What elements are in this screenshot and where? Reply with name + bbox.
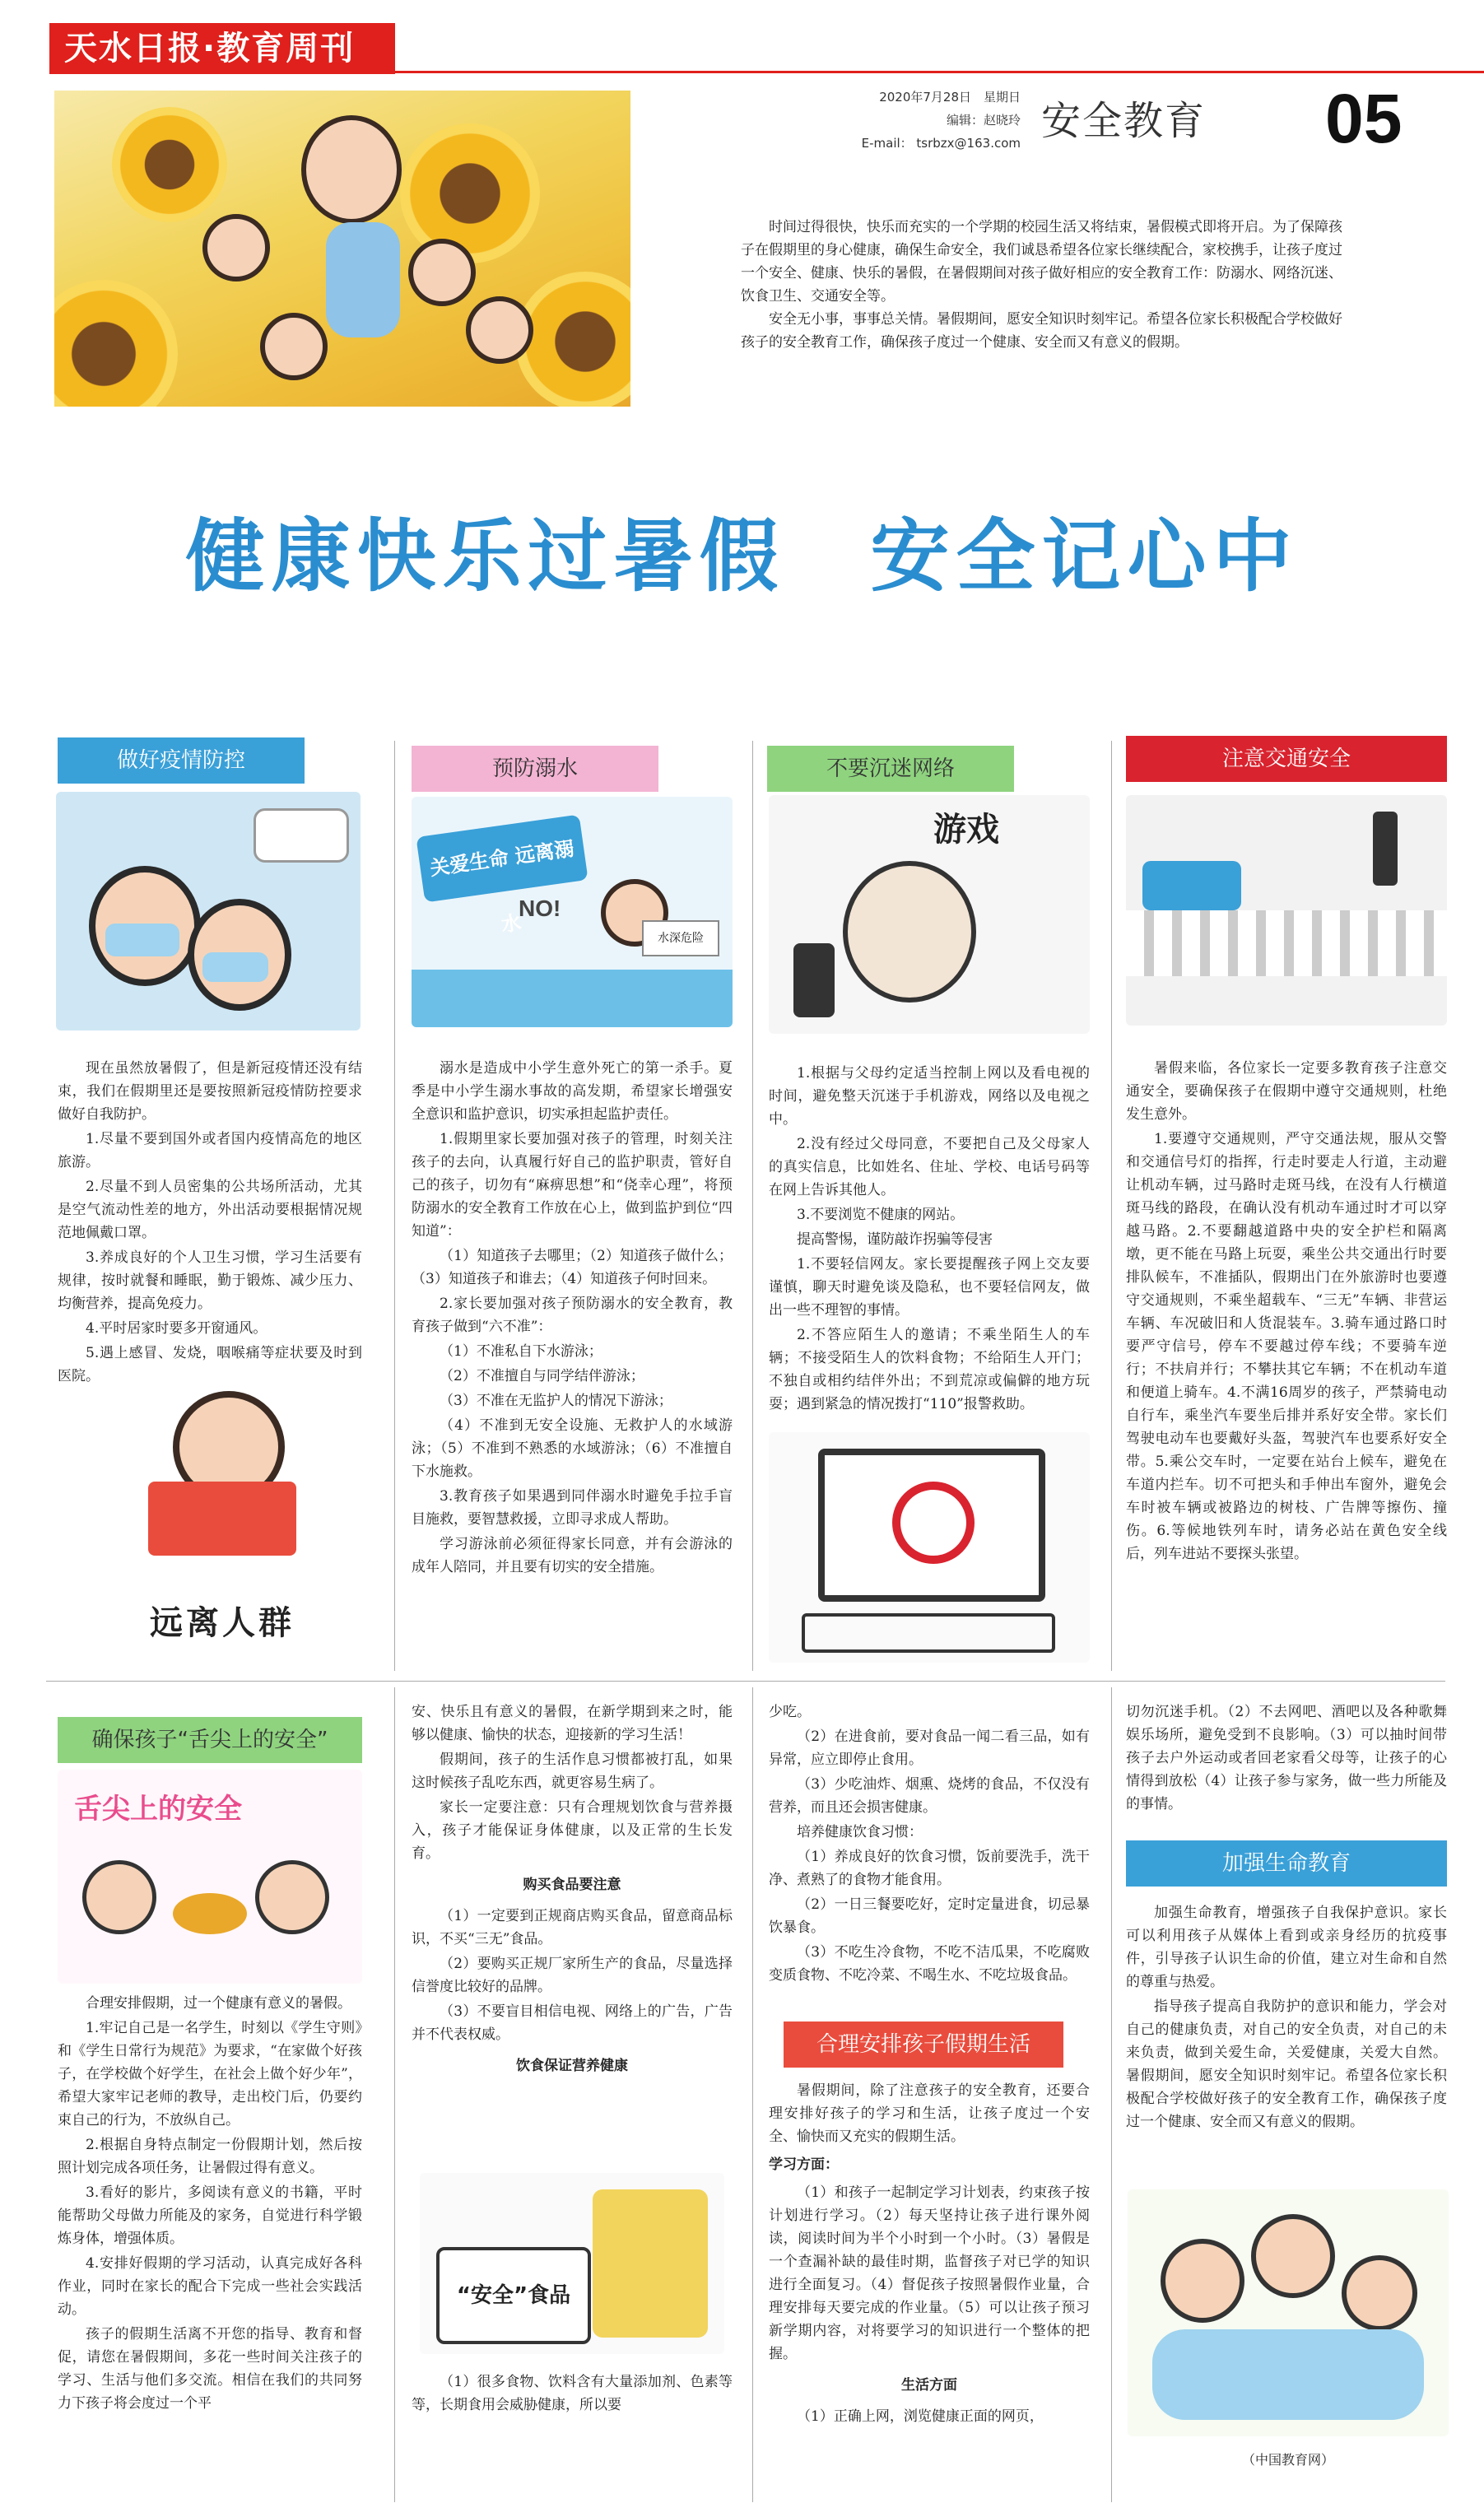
paragraph: 家长一定要注意：只有合理规划饮食与营养摄入，孩子才能保证身体健康，以及正常的生长发育。 — [412, 1799, 733, 1862]
no-text: NO! — [519, 896, 561, 921]
issue-date: 2020年7月28日 星期日 — [879, 90, 1021, 105]
epidemic-text — [58, 1057, 362, 1389]
parent-figure — [1251, 2214, 1335, 2298]
subheading: 饮食保证营养健康 — [516, 2058, 628, 2074]
paragraph: 1.尽量不要到国外或者国内疫情高危的地区旅游。 — [58, 1131, 362, 1170]
column-divider — [1111, 1687, 1112, 2502]
internet-text — [769, 1062, 1090, 1417]
book-icon — [148, 1482, 296, 1556]
hero-illustration — [54, 91, 630, 407]
subheading: 生活方面 — [901, 2377, 957, 2394]
paragraph: 提高警惕，谨防敲诈拐骗等侵害 — [797, 1231, 993, 1248]
thermometer-icon — [254, 808, 349, 863]
crosswalk — [1126, 910, 1447, 976]
sunflower-icon — [112, 107, 227, 222]
paragraph: 2.根据自身特点制定一份假期计划，然后按照计划完成各项任务，让暑假过得有意义。 — [58, 2137, 362, 2176]
section-badge-epidemic: 做好疫情防控 — [58, 737, 305, 784]
epidemic-illustration — [56, 792, 361, 1031]
paragraph: （1）不准私自下水游泳； — [440, 1343, 602, 1360]
child-figure — [82, 1860, 156, 1934]
paragraph: 加强生命教育，增强孩子自我保护意识。家长可以利用孩子从媒体上看到或亲身经历的抗疫事件，引导孩子认识生命的价值，建立对生命和自然的尊重与热爱。 — [1126, 1905, 1447, 1990]
paragraph: （1）和孩子一起制定学习计划表，约束孩子按计划进行学习。（2）每天坚持让孩子进行课外阅读，阅读时间为半个小时到一个小时。（3）暑假是一个查漏补缺的最佳时期，监督孩子对已学的知识进行全面复习。（4）督促孩子按照暑假作业量，合理安排每天要完成的作业量。（5）可以让孩子预习新学期内容，对将要学习的知识进行一个整体的把握。 — [769, 2184, 1090, 2362]
safe-food-illustration — [420, 2173, 724, 2354]
paragraph: 5.遇上感冒、发烧，咽喉痛等症状要及时到医院。 — [58, 1345, 362, 1384]
paragraph: 3.教育孩子如果遇到同伴溺水时避免手拉手盲目施救，要智慧救援，立即寻求成人帮助。 — [412, 1488, 733, 1528]
masthead-rule — [395, 71, 1484, 73]
paragraph: （1）养成良好的饮食习惯，饭前要洗手，洗干净、煮熟了的食物才能食用。 — [769, 1849, 1090, 1888]
mask-icon — [202, 952, 268, 982]
paragraph: 切勿沉迷手机。（2）不去网吧、酒吧以及各种歌舞娱乐场所，避免受到不良影响。（3）可以抽时间带孩子去户外运动或者回老家看父母等，让孩子的心情得到放松（4）让孩子参与家务，做一些力所能及的事情。 — [1126, 1704, 1447, 1812]
food-safety-illustration — [58, 1770, 362, 1984]
issue-meta — [741, 86, 1021, 155]
section-name: 安全教育 — [1041, 98, 1207, 144]
paragraph: 2.家长要加强对孩子预防溺水的安全教育，教育孩子做到“六不准”： — [412, 1296, 733, 1335]
traffic-text — [1126, 1057, 1447, 1567]
water-area — [412, 970, 733, 1027]
section-badge-plan: 合理安排孩子假期生活 — [784, 2022, 1063, 2068]
paragraph: （4）不准到无安全设施、无救护人的水域游泳；（5）不准到不熟悉的水域游泳；（6）不准擅自下水施救。 — [412, 1417, 733, 1480]
paragraph: （3）不准在无监护人的情况下游泳； — [440, 1393, 672, 1409]
column-divider — [1111, 741, 1112, 1671]
food-text-col2 — [412, 1700, 733, 2086]
paragraph: 3.不要浏览不健康的网站。 — [797, 1207, 965, 1223]
parent-figure — [1161, 2239, 1244, 2323]
section-badge-drowning: 预防溺水 — [412, 746, 658, 792]
traffic-light-icon — [1373, 812, 1398, 886]
paragraph: （1）正确上网，浏览健康正面的网页， — [797, 2408, 1044, 2425]
mask-icon — [105, 924, 179, 956]
car-icon — [1142, 861, 1241, 910]
sunflower-icon — [54, 280, 178, 407]
grocery-bag-icon — [593, 2189, 708, 2338]
child-figure — [466, 296, 533, 364]
family-clothes — [1152, 2329, 1424, 2420]
paragraph: 假期间，孩子的生活作息习惯都被打乱，如果这时候孩子乱吃东西，就更容易生病了。 — [412, 1752, 733, 1791]
reading-child-illustration — [132, 1391, 313, 1580]
masthead-title: 天水日报·教育周刊 — [49, 23, 395, 74]
subheading: 购买食品要注意 — [523, 1877, 621, 1893]
child-figure — [202, 214, 270, 281]
paragraph: 3.看好的影片，多阅读有意义的书籍，平时能帮助父母做力所能及的家务，自觉进行科学锻炼身体，增强体质。 — [58, 2184, 362, 2247]
at-sign-icon — [892, 1482, 975, 1564]
paragraph: 4.安排好假期的学习活动，认真完成好各科作业，同时在家长的配合下完成一些社会实践活动。 — [58, 2255, 362, 2318]
sunflower-icon — [400, 123, 540, 263]
paragraph: 1.根据与父母约定适当控制上网以及看电视的时间，避免整天沉迷于手机游戏，网络以及电视之中。 — [769, 1065, 1090, 1128]
paragraph: 2.尽量不到人员密集的公共场所活动，尤其是空气流动性差的地方，外出活动要根据情况规范地佩戴口罩。 — [58, 1179, 362, 1241]
paragraph: （2）一日三餐要吃好，定时定量进食，切忌暴饮暴食。 — [769, 1896, 1090, 1936]
paragraph: 1.假期里家长要加强对孩子的管理，时刻关注孩子的去向，认真履行好自己的监护职责，管好自己的孩子，切勿有“麻痹思想”和“侥幸心理”，将预防溺水的安全教育工作放在心上，做到监护到位“四知道”： — [412, 1131, 733, 1240]
paragraph: 2.没有经过父母同意，不要把自己及父母家人的真实信息，比如姓名、住址、学校、电话号码等在网上告诉其他人。 — [769, 1136, 1090, 1198]
column-divider — [752, 741, 753, 1671]
column-divider — [752, 1687, 753, 2502]
game-text: 游戏 — [933, 811, 999, 849]
row-divider — [46, 1681, 1445, 1682]
teacher-dress — [326, 222, 400, 337]
plan-text — [769, 2079, 1090, 2430]
traffic-illustration — [1126, 795, 1447, 1026]
paragraph: 合理安排假期，过一个健康有意义的暑假。 — [86, 1995, 351, 2012]
paragraph: （3）不要盲目相信电视、网络上的广告，广告并不代表权威。 — [412, 2003, 733, 2043]
paragraph: 现在虽然放暑假了，但是新冠疫情还没有结束，我们在假期里还是要按照新冠疫情防控要求做好自我防护。 — [58, 1060, 362, 1123]
banner-text: 关爱生命 远离溺水 — [416, 814, 588, 902]
image-caption: 远离人群 — [150, 1604, 295, 1642]
keyboard-icon — [802, 1613, 1055, 1653]
intro-text — [741, 216, 1350, 354]
paragraph: 学习游泳前必须征得家长同意，并有会游泳的成年人陪同，并且要有切实的安全措施。 — [412, 1536, 733, 1575]
paragraph: 2.不答应陌生人的邀请；不乘坐陌生人的车辆；不接受陌生人的饮料食物；不给陌生人开门；不独自或相约结伴外出；不到荒凉或偏僻的地方玩耍；遇到紧急的情况拨打“110”报警救助。 — [769, 1327, 1090, 1412]
issue-editor: 编辑：赵晓玲 — [946, 113, 1021, 128]
life-text — [1126, 1901, 1447, 2135]
page-number: 05 — [1325, 80, 1403, 157]
food-text-col2b — [412, 2370, 733, 2418]
safe-food-label: “安全”食品 — [436, 2247, 591, 2344]
section-badge-traffic: 注意交通安全 — [1126, 736, 1447, 782]
source-caption: （中国教育网） — [1241, 2452, 1334, 2468]
paragraph: 溺水是造成中小学生意外死亡的第一杀手。夏季是中小学生溺水事故的高发期，希望家长增强安全意识和监护意识，切实承担起监护责任。 — [412, 1060, 733, 1123]
drowning-text — [412, 1057, 733, 1580]
computer-illustration — [769, 1432, 1090, 1663]
plan-text-cont — [1126, 1700, 1447, 1817]
paragraph: （1）很多食物、饮料含有大量添加剂、色素等等，长期食用会威胁健康，所以要 — [412, 2374, 733, 2413]
paragraph: 安、快乐且有意义的暑假，在新学期到来之时，能够以健康、愉快的状态，迎接新的学习生活！ — [412, 1704, 733, 1743]
paragraph: 培养健康饮食习惯： — [797, 1824, 923, 1840]
paragraph: 暑假期间，除了注意孩子的安全教育，还要合理安排好孩子的学习和生活，让孩子度过一个安全、愉快而又充实的假期生活。 — [769, 2082, 1090, 2145]
warning-sign: 水深危险 — [642, 920, 719, 956]
teacher-figure — [301, 115, 402, 224]
column-divider — [394, 741, 395, 1671]
child-figure — [260, 313, 328, 380]
student-figure — [843, 861, 976, 1003]
intro-paragraph: 时间过得很快，快乐而充实的一个学期的校园生活又将结束，暑假模式即将开启。为了保障孩子在假期里的身心健康，确保生命安全，我们诚恳希望各位家长继续配合，家校携手，让孩子度过一个安全、健康、快乐的暑假，在暑假期间对孩子做好相应的安全教育工作：防溺水、网络沉迷、饮食卫生、交通安全等。 — [741, 219, 1342, 305]
paragraph: 3.养成良好的个人卫生习惯，学习生活要有规律，按时就餐和睡眠，勤于锻炼、减少压力、均衡营养，提高免疫力。 — [58, 1249, 362, 1312]
food-safety-title: 舌尖上的安全 — [74, 1793, 242, 1826]
family-illustration — [1128, 2189, 1449, 2436]
food-text-col3 — [769, 1700, 1090, 1989]
food-bowl-icon — [173, 1893, 247, 1934]
paragraph: （3）不吃生冷食物，不吃不洁瓜果，不吃腐败变质食物、不吃冷菜、不喝生水、不吃垃圾食品。 — [769, 1944, 1090, 1984]
paragraph: （3）少吃油炸、烟熏、烧烤的食品，不仅没有营养，而且还会损害健康。 — [769, 1776, 1090, 1816]
paragraph: 1.牢记自己是一名学生，时刻以《学生守则》和《学生日常行为规范》为要求，“在家做个好孩子，在学校做个好学生，在社会上做个好少年”，希望大家牢记老师的教导，走出校门后，仍要约束自己的行为，不放纵自己。 — [58, 2020, 362, 2129]
food-text-col1 — [58, 1992, 362, 2417]
paragraph: 4.平时居家时要多开窗通风。 — [86, 1320, 267, 1337]
drowning-illustration — [412, 797, 733, 1027]
intro-paragraph: 安全无小事，事事总关情。暑假期间，愿安全知识时刻牢记。希望各位家长积极配合学校做好孩子的安全教育工作，确保孩子度过一个健康、安全而又有意义的假期。 — [741, 311, 1342, 351]
issue-email: E-mail： tsrbzx@163.com — [861, 136, 1021, 151]
page-headline: 健康快乐过暑假 安全记心中 — [185, 510, 1299, 602]
paragraph: 暑假来临，各位家长一定要多教育孩子注意交通安全，要确保孩子在假期中遵守交通规则，杜绝发生意外。 — [1126, 1060, 1447, 1123]
paragraph: 1.要遵守交通规则，严守交通法规，服从交警和交通信号灯的指挥，行走时要走人行道，主动避让机动车辆，过马路时走斑马线，在没有人行横道斑马线的路段，在确认没有机动车通过时才可以穿越马路。2.不要翻越道路中央的安全护栏和隔离墩，更不能在马路上玩耍，乘坐公共交通出行时要排队候车，不准插队，假期出门在外旅游时也要遵守交通规则，不乘坐超载车、“三无”车辆、非营运车辆、车况破旧和人货混装车。3.骑车通过路口时要严守信号，停车不要越过停车线；不要骑车逆行；不扶肩并行；不攀扶其它车辆；不在机动车道和便道上骑车。4.不满16周岁的孩子，严禁骑电动自行车，乘坐汽车要坐后排并系好安全带。家长们驾驶电动车也要戴好头盔，驾驶汽车也要系好安全带。5.乘公交车时，一定要在站台上候车，避免在车道内拦车。切不可把头和手伸出车窗外，避免会车时被车辆或被路边的树枝、广告牌等擦伤、撞伤。6.等候地铁列车时，请务必站在黄色安全线后，列车进站不要探头张望。 — [1126, 1131, 1447, 1562]
section-badge-life: 加强生命教育 — [1126, 1840, 1447, 1887]
child-figure — [408, 239, 476, 306]
sunflower-icon — [515, 272, 630, 407]
section-badge-internet: 不要沉迷网络 — [767, 746, 1014, 792]
game-illustration — [769, 795, 1090, 1034]
paragraph: 少吃。 — [769, 1704, 811, 1720]
paragraph: （1）知道孩子去哪里；（2）知道孩子做什么；（3）知道孩子和谁去；（4）知道孩子何时回来。 — [412, 1248, 733, 1287]
section-badge-food: 确保孩子“舌尖上的安全” — [58, 1717, 362, 1763]
column-divider — [394, 1687, 395, 2502]
paragraph: （2）要购买正规厂家所生产的食品，尽量选择信誉度比较好的品牌。 — [412, 1956, 733, 1995]
paragraph: 指导孩子提高自我防护的意识和能力，学会对自己的健康负责，对自己的安全负责，对自己的未来负责，做到关爱生命，关爱健康，关爱大自然。暑假期间，愿安全知识时刻牢记。希望各位家长积极配合学校做好孩子的安全教育工作，确保孩子度过一个健康、安全而又有意义的假期。 — [1126, 1998, 1447, 2130]
paragraph: 1.不要轻信网友。家长要提醒孩子网上交友要谨慎，聊天时避免谈及隐私，也不要轻信网友，做出一些不理智的事情。 — [769, 1256, 1090, 1319]
paragraph: （2）不准擅自与同学结伴游泳； — [440, 1368, 644, 1384]
child-figure — [1342, 2255, 1417, 2331]
child-figure — [255, 1860, 329, 1934]
subheading: 学习方面： — [769, 2156, 839, 2173]
paragraph: （2）在进食前，要对食品一闻二看三品，如有异常，应立即停止食用。 — [769, 1728, 1090, 1768]
paragraph: （1）一定要到正规商店购买食品，留意商品标识，不买“三无”食品。 — [412, 1908, 733, 1947]
phone-icon — [793, 943, 835, 1017]
paragraph: 孩子的假期生活离不开您的指导、教育和督促，请您在暑假期间，多花一些时间关注孩子的学习、生活与他们多交流。相信在我们的共同努力下孩子将会度过一个平 — [58, 2326, 362, 2412]
